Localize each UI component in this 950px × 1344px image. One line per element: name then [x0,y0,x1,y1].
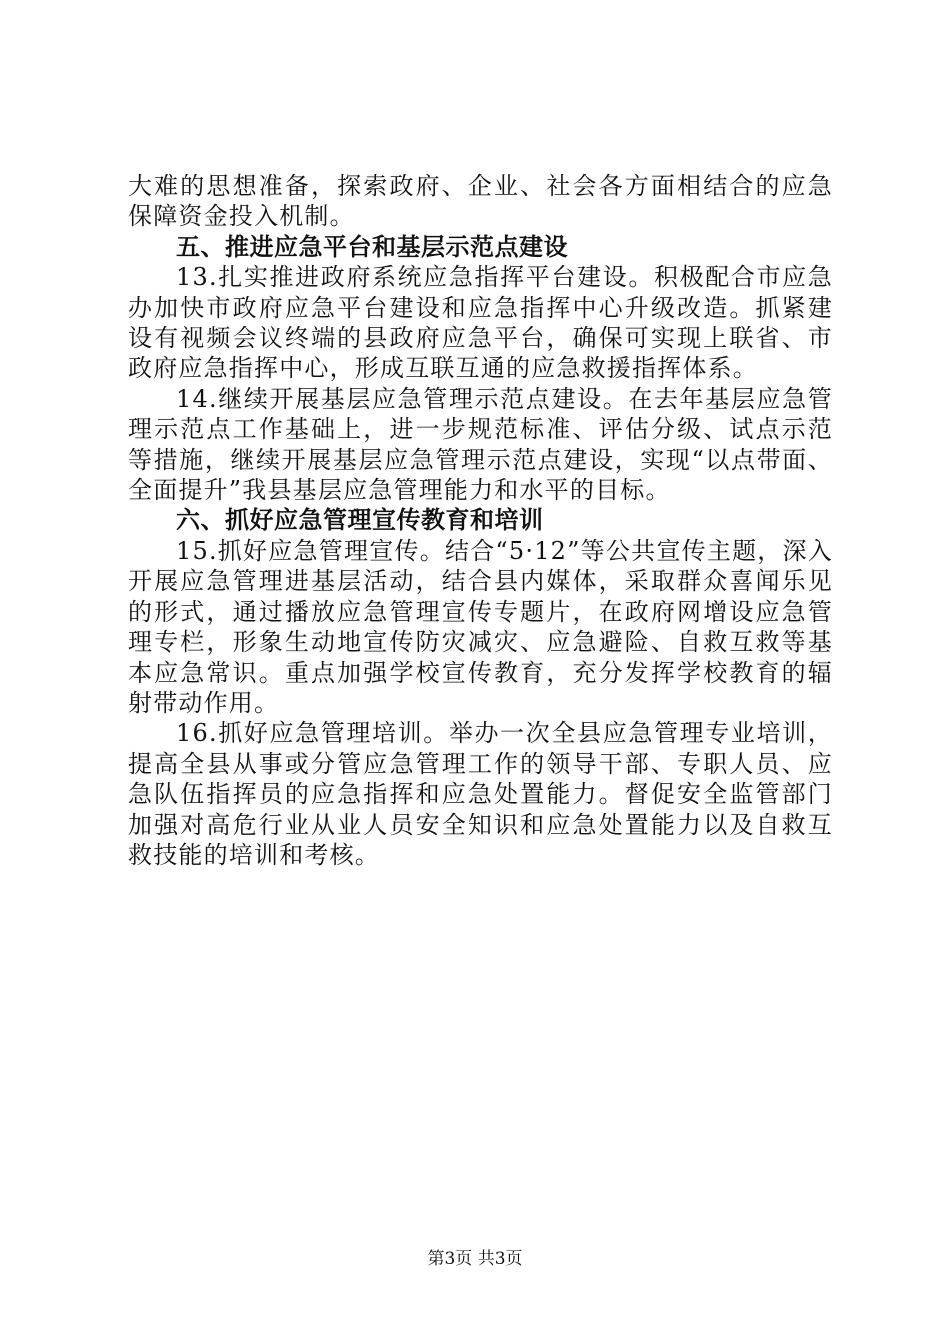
paragraph-item-16: 16.抓好应急管理培训。举办一次全县应急管理专业培训，提高全县从事或分管应急管理工作的领导干部、专职人员、应急队伍指挥员的应急指挥和应急处置能力。督促安全监管部门加强对高危行业从业人员安全知识和应急处置能力以及自救互救技能的培训和考核。 [128,719,833,869]
paragraph-item-15: 15.抓好应急管理宣传。结合“5·12”等公共宣传主题，深入开展应急管理进基层活动，结合县内媒体，采取群众喜闻乐见的形式，通过播放应急管理宣传专题片，在政府网增设应急管理专栏，形象生动地宣传防灾减灾、应急避险、自救互救等基本应急常识。重点加强学校宣传教育，充分发挥学校教育的辐射带动作用。 [128,536,833,717]
document-body [128,171,833,870]
section-heading-6: 六、抓好应急管理宣传教育和培训 [176,506,544,535]
page-number-label: 第3页 共3页 [427,1249,523,1269]
paragraph-item-13: 13.扎实推进政府系统应急指挥平台建设。积极配合市应急办加快市政府应急平台建设和应急指挥中心升级改造。抓紧建设有视频会议终端的县政府应急平台，确保可实现上联省、市政府应急指挥中心，形成互联互通的应急救援指挥体系。 [128,263,833,383]
page-footer [0,1244,950,1269]
paragraph-continuation: 大难的思想准备，探索政府、企业、社会各方面相结合的应急保障资金投入机制。 [128,172,833,231]
paragraph-item-14: 14.继续开展基层应急管理示范点建设。在去年基层应急管理示范点工作基础上，进一步规范标准、评估分级、试点示范等措施，继续开展基层应急管理示范点建设，实现“以点带面、全面提升”我县基层应急管理能力和水平的目标。 [128,384,833,505]
section-heading-5: 五、推进应急平台和基层示范点建设 [176,232,568,261]
